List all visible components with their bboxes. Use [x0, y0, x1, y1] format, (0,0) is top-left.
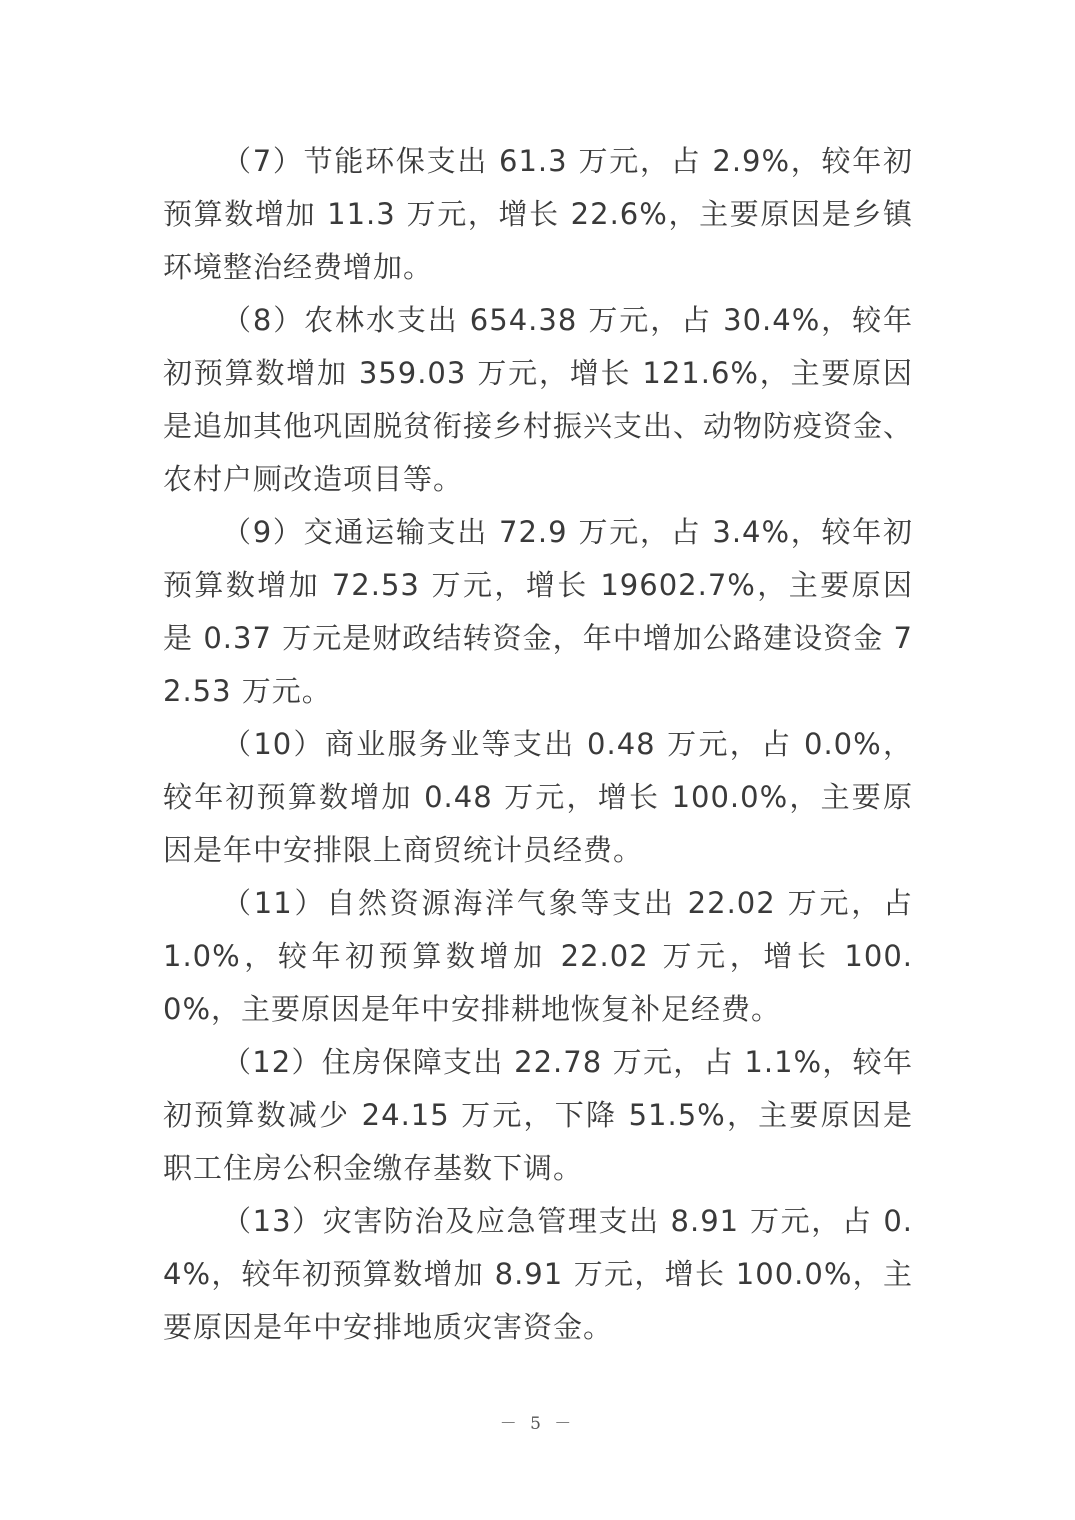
paragraph-10-commerce-services: （10）商业服务业等支出 0.48 万元，占 0.0%，较年初预算数增加 0.48 万元，增长 100.0%，主要原因是年中安排限上商贸统计员经费。 — [163, 727, 913, 867]
paragraph-8-agriculture-forestry-water: （8）农林水支出 654.38 万元，占 30.4%，较年初预算数增加 359.03 万元，增长 121.6%，主要原因是追加其他巩固脱贫衔接乡村振兴支出、动物防疫资金、农村户厕改造项目等。 — [163, 303, 914, 496]
document-body — [163, 135, 913, 1354]
paragraph-9-transportation: （9）交通运输支出 72.9 万元，占 3.4%，较年初预算数增加 72.53 万元，增长 19602.7%，主要原因是 0.37 万元是财政结转资金，年中增加公路建设资金 72.53 万元。 — [163, 515, 913, 708]
paragraph-11-natural-resources: （11）自然资源海洋气象等支出 22.02 万元，占 1.0%，较年初预算数增加 22.02 万元，增长 100.0%，主要原因是年中安排耕地恢复补足经费。 — [163, 886, 913, 1026]
paragraph-7-energy-environment: （7）节能环保支出 61.3 万元，占 2.9%，较年初预算数增加 11.3 万元，增长 22.6%，主要原因是乡镇环境整治经费增加。 — [163, 144, 913, 284]
page-number: － 5 － — [499, 1414, 576, 1434]
paragraph-12-housing-security: （12）住房保障支出 22.78 万元，占 1.1%，较年初预算数减少 24.15 万元，下降 51.5%，主要原因是职工住房公积金缴存基数下调。 — [163, 1045, 913, 1185]
paragraph-13-disaster-prevention: （13）灾害防治及应急管理支出 8.91 万元，占 0.4%，较年初预算数增加 8.91 万元，增长 100.0%，主要原因是年中安排地质灾害资金。 — [163, 1204, 913, 1344]
